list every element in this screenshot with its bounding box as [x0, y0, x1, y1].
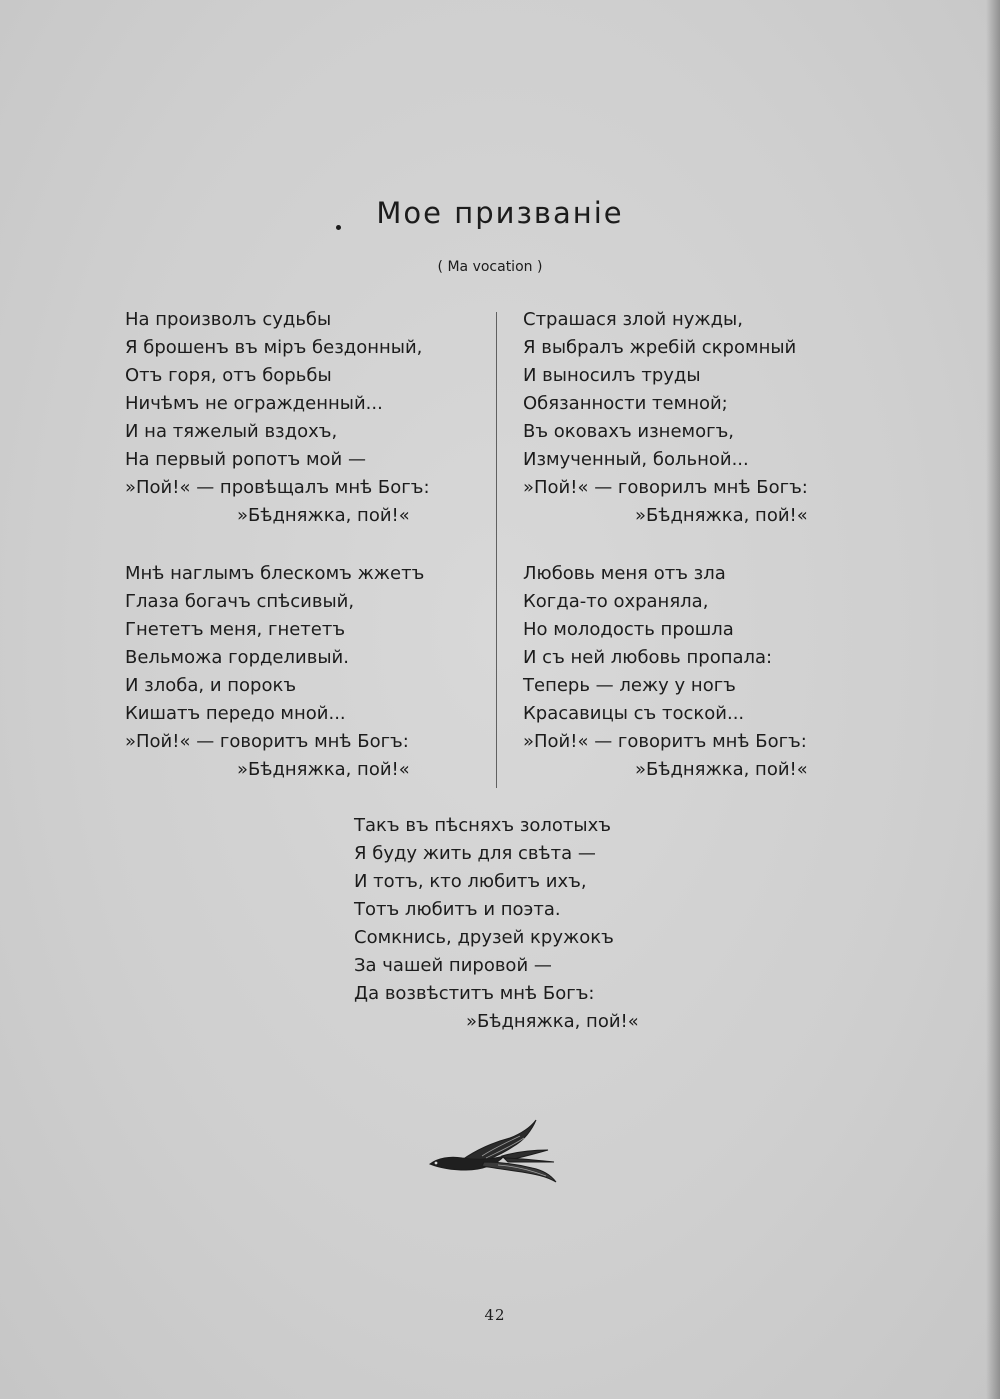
verse-line: »Пой!« — говоритъ мнѣ Богъ:	[125, 731, 409, 752]
verse-line: Красавицы съ тоской...	[523, 703, 745, 724]
stanza-right-top	[523, 306, 808, 530]
stanza-right-bottom	[523, 560, 808, 784]
stanza-final	[354, 812, 639, 1036]
verse-line: Любовь меня отъ зла	[523, 563, 726, 584]
verse-line: Теперь — лежу у ногъ	[523, 675, 736, 696]
poem-title: Мое призванiе	[376, 196, 624, 230]
verse-line: И злоба, и порокъ	[125, 675, 297, 696]
verse-line: »Пой!« — говорилъ мнѣ Богъ:	[523, 477, 808, 498]
verse-line: Я буду жить для свѣта —	[354, 843, 596, 864]
verse-line: Гнететъ меня, гнететъ	[125, 619, 346, 640]
refrain-line: »Бѣдняжка, пой!«	[237, 759, 410, 780]
verse-line: На произволъ судьбы	[125, 309, 332, 330]
refrain-line: »Бѣдняжка, пой!«	[635, 505, 808, 526]
verse-line: Обязанности темной;	[523, 393, 728, 414]
verse-line: Я выбралъ жребiй скромный	[523, 337, 797, 358]
verse-line: И съ ней любовь пропала:	[523, 647, 773, 668]
poem-subtitle: ( Ma vocation )	[437, 259, 543, 275]
verse-line: Да возвѣститъ мнѣ Богъ:	[354, 983, 595, 1004]
verse-line: Сомкнись, друзей кружокъ	[354, 927, 614, 948]
refrain-line: »Бѣдняжка, пой!«	[466, 1011, 639, 1032]
verse-line: »Пой!« — говоритъ мнѣ Богъ:	[523, 731, 807, 752]
swallow-icon	[424, 1116, 560, 1184]
verse-line: »Пой!« — провѣщалъ мнѣ Богъ:	[125, 477, 430, 498]
verse-line: Тотъ любитъ и поэта.	[354, 899, 561, 920]
verse-line: И выносилъ труды	[523, 365, 701, 386]
verse-line: Отъ горя, отъ борьбы	[125, 365, 332, 386]
verse-line: Когда-то охраняла,	[523, 591, 709, 612]
verse-line: Ничѣмъ не огражденный...	[125, 393, 383, 414]
verse-line: Измученный, больной...	[523, 449, 749, 470]
verse-line: И на тяжелый вздохъ,	[125, 421, 338, 442]
verse-line: Такъ въ пѣсняхъ золотыхъ	[354, 815, 612, 836]
verse-line: И тотъ, кто любитъ ихъ,	[354, 871, 587, 892]
page-number: 42	[484, 1306, 506, 1324]
verse-line: Кишатъ передо мной...	[125, 703, 346, 724]
verse-line: Вельможа горделивый.	[125, 647, 349, 668]
refrain-line: »Бѣдняжка, пой!«	[237, 505, 410, 526]
verse-line: Мнѣ наглымъ блескомъ жжетъ	[125, 563, 425, 584]
stanza-left-top	[125, 306, 430, 530]
verse-line: Глаза богачъ спѣсивый,	[125, 591, 355, 612]
verse-line: На первый ропотъ мой —	[125, 449, 366, 470]
verse-line: Но молодость прошла	[523, 619, 734, 640]
verse-line: Я брошенъ въ мiръ бездонный,	[125, 337, 423, 358]
stanza-left-bottom	[125, 560, 424, 784]
verse-line: Въ оковахъ изнемогъ,	[523, 421, 735, 442]
verse-line: За чашей пировой —	[354, 955, 552, 976]
verse-line: Страшася злой нужды,	[523, 309, 743, 330]
column-divider	[496, 312, 497, 788]
refrain-line: »Бѣдняжка, пой!«	[635, 759, 808, 780]
